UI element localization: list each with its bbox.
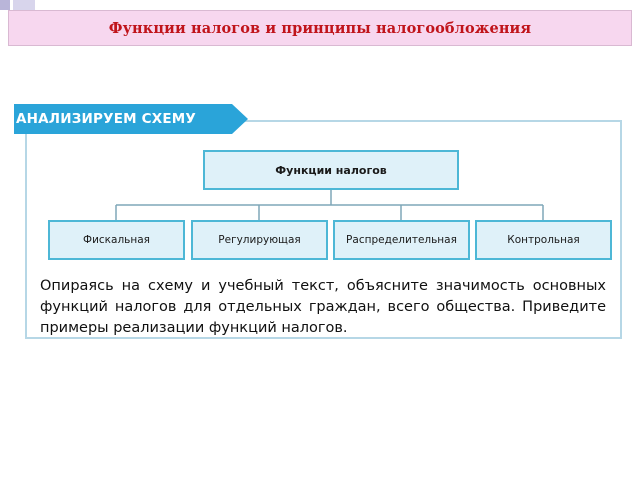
diagram-child-fiscal [48, 220, 185, 260]
diagram-child-label: Регулирующая [218, 234, 301, 246]
task-text: Опираясь на схему и учебный текст, объясните значимость основных функций налогов для отдельных граждан, всего общества. Приведите примеры реализации функций налогов. [40, 278, 606, 336]
diagram-child-label: Распределительная [346, 234, 457, 246]
diagram-root-label: Функции налогов [275, 163, 387, 177]
section-badge-label: АНАЛИЗИРУЕМ СХЕМУ [16, 111, 197, 127]
diagram-child-label: Фискальная [83, 234, 150, 246]
diagram-root-box [203, 150, 459, 190]
diagram-child-regulating [191, 220, 328, 260]
slide-title: Функции налогов и принципы налогообложения [108, 19, 532, 37]
diagram-child-label: Контрольная [507, 234, 580, 246]
diagram-child-distributive [333, 220, 470, 260]
diagram-child-control [475, 220, 612, 260]
